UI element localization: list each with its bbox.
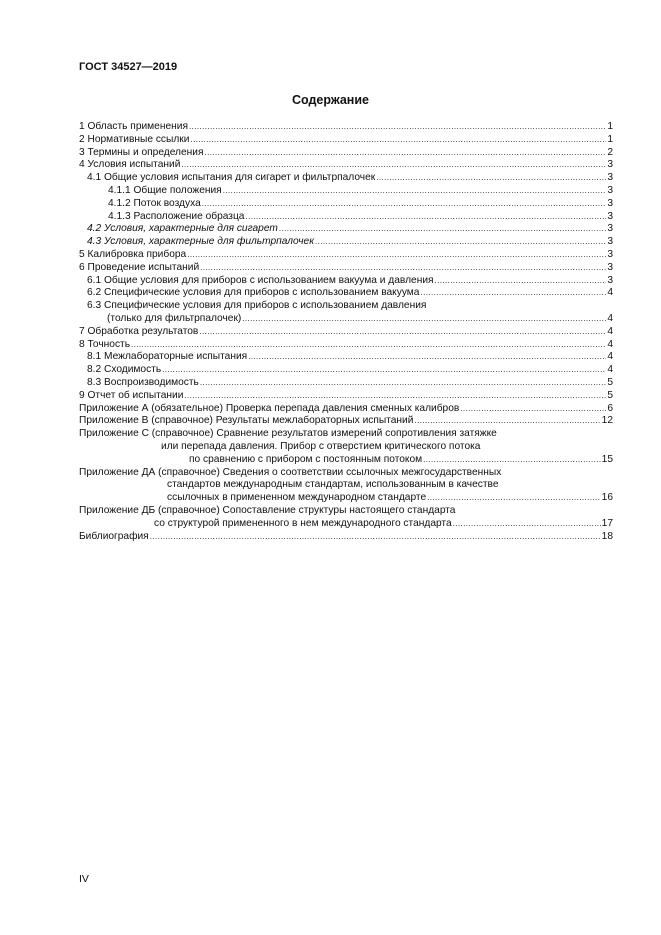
toc-entry[interactable]: 5 Калибровка прибора ..... 3 [79, 249, 613, 262]
toc-entry[interactable]: 2 Нормативные ссылки ..... 1 [79, 134, 613, 147]
table-of-contents [79, 121, 613, 543]
toc-entry[interactable]: 8.3 Воспроизводимость ..... 5 [79, 377, 613, 390]
toc-entry[interactable]: 8 Точность ..... 4 [79, 339, 613, 352]
toc-entry-appendix-a[interactable]: Приложение А (обязательное) Проверка перепада давления сменных калибров ..... 6 [79, 403, 613, 416]
toc-entry[interactable]: 1 Область применения ..... 1 [79, 121, 613, 134]
toc-entry[interactable]: 4 Условия испытаний ..... 3 [79, 159, 613, 172]
toc-entry[interactable]: 4.1.1 Общие положения ..... 3 [79, 185, 613, 198]
toc-entry-continuation[interactable]: стандартов международным стандартам, использованным в качестве [167, 479, 499, 491]
toc-entry[interactable]: 3 Термины и определения ..... 2 [79, 147, 613, 160]
toc-entry-continuation[interactable]: (только для фильтрпалочек) ..... 4 [79, 313, 613, 326]
toc-entry[interactable]: 8.1 Межлабораторные испытания ..... 4 [79, 351, 613, 364]
toc-entry-continuation[interactable]: со структурой примененного в нем международного стандарта ..... 17 [79, 518, 613, 531]
toc-entry[interactable]: 4.1.2 Поток воздуха ..... 3 [79, 198, 613, 211]
toc-entry-appendix-da[interactable]: Приложение ДА (справочное) Сведения о соответствии ссылочных межгосударственных [79, 466, 502, 478]
toc-entry[interactable]: 8.2 Сходимость ..... 4 [79, 364, 613, 377]
toc-entry[interactable]: 4.1 Общие условия испытания для сигарет и фильтрпалочек ..... 3 [79, 172, 613, 185]
toc-entry[interactable]: 6 Проведение испытаний ..... 3 [79, 262, 613, 275]
toc-entry-line[interactable]: 6.3 Специфические условия для приборов с использованием давления [87, 300, 427, 312]
toc-entry[interactable]: 7 Обработка результатов ..... 4 [79, 326, 613, 339]
toc-entry[interactable]: 4.3 Условия, характерные для фильтрпалочек ..... 3 [79, 236, 613, 249]
toc-entry-continuation[interactable]: по сравнению с прибором с постоянным потоком ..... 15 [79, 454, 613, 467]
page-number: IV [79, 873, 89, 885]
toc-entry[interactable]: 9 Отчет об испытании ..... 5 [79, 390, 613, 403]
toc-entry-bibliography[interactable]: Библиография ..... 18 [79, 531, 613, 544]
toc-entry-appendix-b[interactable]: Приложение В (справочное) Результаты межлабораторных испытаний ..... 12 [79, 415, 613, 428]
toc-entry-continuation[interactable]: ссылочных в примененном международном стандарте ..... 16 [79, 492, 613, 505]
toc-entry-continuation[interactable]: или перепада давления. Прибор с отверстием критического потока [161, 440, 481, 452]
toc-entry-appendix-c[interactable]: Приложение С (справочное) Сравнение результатов измерений сопротивления затяжке [79, 428, 497, 440]
page-title: Содержание [291, 93, 369, 107]
toc-entry[interactable]: 6.1 Общие условия для приборов с использованием вакуума и давления ..... 3 [79, 275, 613, 288]
toc-entry[interactable]: 4.1.3 Расположение образца ..... 3 [79, 211, 613, 224]
toc-entry[interactable]: 4.2 Условия, характерные для сигарет ..... 3 [79, 223, 613, 236]
toc-entry-appendix-db[interactable]: Приложение ДБ (справочное) Сопоставление структуры настоящего стандарта [79, 504, 456, 516]
toc-entry[interactable]: 6.2 Специфические условия для приборов с использованием вакуума ..... 4 [79, 287, 613, 300]
standard-designation: ГОСТ 34527—2019 [79, 61, 178, 73]
